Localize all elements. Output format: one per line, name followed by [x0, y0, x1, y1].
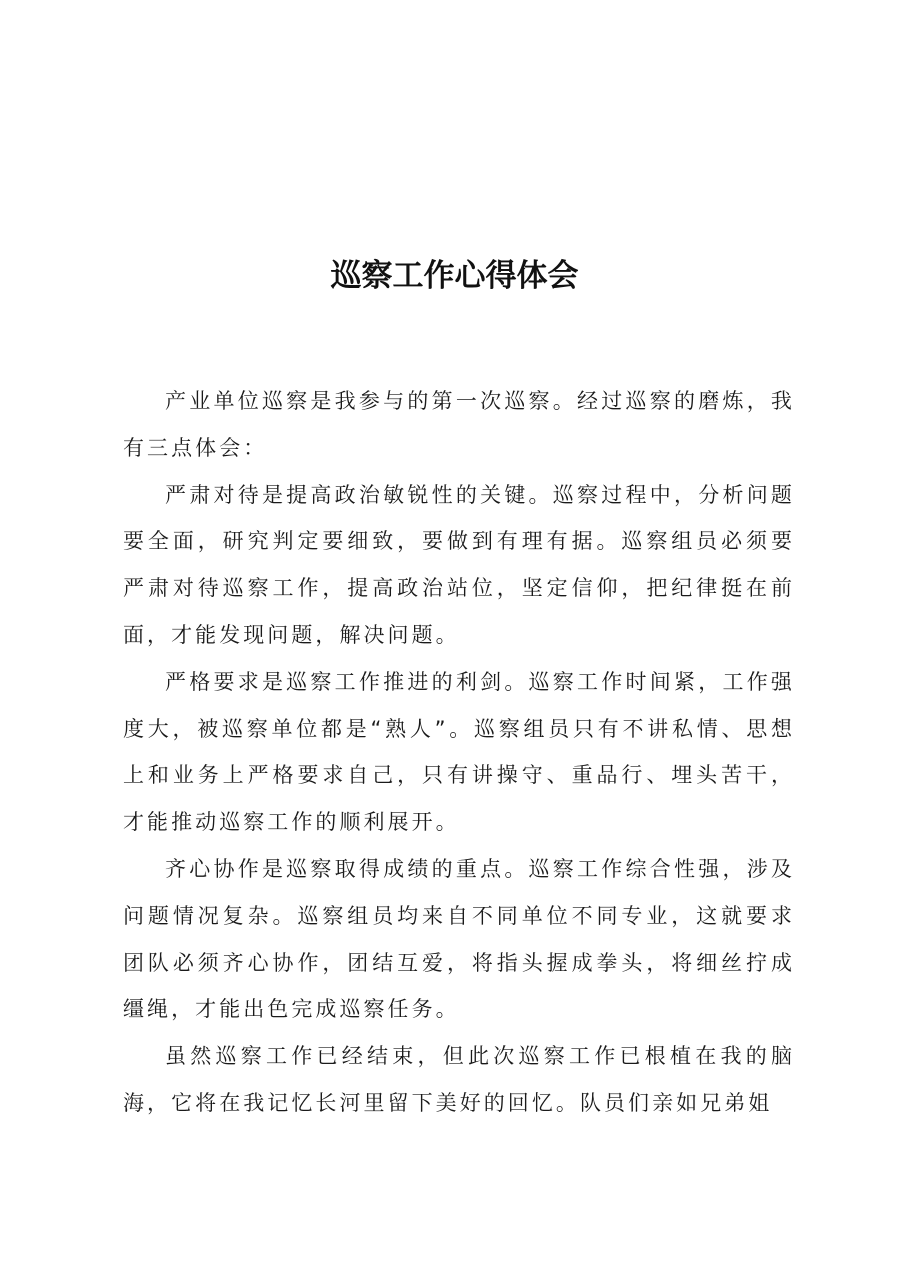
- document-body: [123, 378, 795, 1127]
- paragraph-serious-attitude: 严肃对待是提高政治敏锐性的关键。巡察过程中，分析问题要全面，研究判定要细致，要做到有理有据。巡察组员必须要严肃对待巡察工作，提高政治站位，坚定信仰，把纪律挺在前面，才能发现问题，解决问题。: [123, 482, 795, 647]
- paragraph-intro: 产业单位巡察是我参与的第一次巡察。经过巡察的磨炼，我有三点体会：: [123, 389, 795, 460]
- paragraph-conclusion: 虽然巡察工作已经结束，但此次巡察工作已根植在我的脑海，它将在我记忆长河里留下美好的回忆。队员们亲如兄弟姐: [123, 1044, 795, 1115]
- paragraph-teamwork: 齐心协作是巡察取得成绩的重点。巡察工作综合性强，涉及问题情况复杂。巡察组员均来自不同单位不同专业，这就要求团队必须齐心协作，团结互爱，将指头握成拳头，将细丝拧成缰绳，才能出色完成巡察任务。: [123, 856, 795, 1022]
- paragraph-strict-requirements: 严格要求是巡察工作推进的利剑。巡察工作时间紧，工作强度大，被巡察单位都是“熟人”。巡察组员只有不讲私情、思想上和业务上严格要求自己，只有讲操守、重品行、埋头苦干，才能推动巡察工作的顺利展开。: [123, 669, 795, 835]
- document-title: 巡察工作心得体会: [330, 258, 579, 294]
